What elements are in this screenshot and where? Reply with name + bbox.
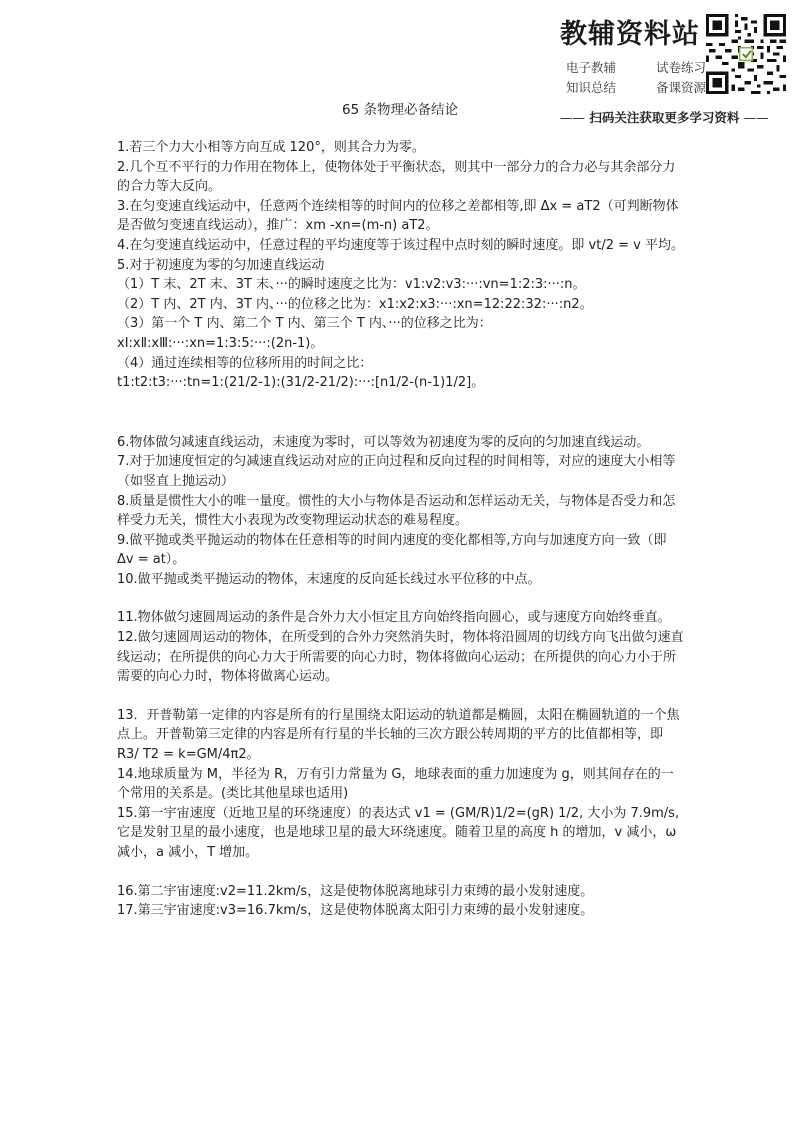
section-gap bbox=[117, 687, 685, 706]
paragraph-15: 15.第一宇宙速度（近地卫星的环绕速度）的表达式 v1 = (GM/R)1/2=(gR) 1/2, 大小为 7.9m/s, 它是发射卫星的最小速度，也是地球卫星的最大环绕速度。随着卫星的高度 h 的增加，v 减小，ω 减小，a 减小，T 增加。 bbox=[117, 805, 680, 860]
link-lesson-resources[interactable]: 备课资源 bbox=[655, 80, 706, 95]
paragraph-11: 11.物体做匀速圆周运动的条件是合外力大小恒定且方向始终指向圆心，或与速度方向始终垂直。 bbox=[117, 610, 671, 626]
document-title: 65 条物理必备结论 bbox=[342, 102, 458, 118]
link-e-books[interactable]: 电子教辅 bbox=[566, 60, 617, 75]
paragraph-5: 5.对于初速度为零的匀加速直线运动 bbox=[117, 257, 325, 273]
brand-links-row-2 bbox=[566, 78, 706, 98]
brand-title: 教辅资料站 bbox=[560, 19, 700, 50]
paragraph-17: 17.第三宇宙速度:v3=16.7km/s，这是使物体脱离太阳引力束缚的最小发射速度。 bbox=[117, 903, 594, 919]
section-gap bbox=[117, 393, 685, 433]
scan-prompt-dash-left: —— bbox=[560, 110, 585, 125]
paragraph-16: 16.第二宇宙速度:v2=11.2km/s，这是使物体脱离地球引力束缚的最小发射速度。 bbox=[117, 883, 594, 899]
paragraph-13: 13．开普勒第一定律的内容是所有的行星围绕太阳运动的轨道都是椭圆，太阳在椭圆轨道的一个焦点上。开普勒第三定律的内容是所有行星的半长轴的三次方跟公转周期的平方的比值都相等，即 R3/ T2 = k=GM/4π2。 bbox=[117, 707, 680, 763]
brand-links-row-1 bbox=[566, 58, 706, 78]
link-exam-practice[interactable]: 试卷练习 bbox=[655, 60, 706, 75]
paragraph-8: 8.质量是惯性大小的唯一量度。惯性的大小与物体是否运动和怎样运动无关，与物体是否受力和怎样受力无关，惯性大小表现为改变物理运动状态的难易程度。 bbox=[117, 493, 676, 529]
document-body bbox=[117, 138, 685, 921]
paragraph-4: 4.在匀变速直线运动中，任意过程的平均速度等于该过程中点时刻的瞬时速度。即 vt/2 = v 平均。 bbox=[117, 237, 684, 253]
paragraph-5-3: （3）第一个 T 内、第二个 T 内、第三个 T 内、···的位移之比为： bbox=[117, 316, 492, 332]
section-gap bbox=[117, 589, 685, 608]
paragraph-14: 14.地球质量为 M，半径为 R，万有引力常量为 G，地球表面的重力加速度为 g，则其间存在的一个常用的关系是。(类比其他星球也适用) bbox=[117, 766, 674, 802]
scan-prompt-dash-right: —— bbox=[743, 110, 769, 125]
scan-prompt-text: 扫码关注获取更多学习资料 bbox=[589, 110, 740, 125]
paragraph-1: 1.若三个力大小相等方向互成 120°，则其合力为零。 bbox=[117, 140, 425, 155]
paragraph-9: 9.做平抛或类平抛运动的物体在任意相等的时间内速度的变化都相等,方向与加速度方向一致（即 Δv = at）。 bbox=[117, 532, 667, 568]
qr-code-icon[interactable] bbox=[706, 14, 786, 94]
paragraph-6: 6.物体做匀减速直线运动，末速度为零时，可以等效为初速度为零的反向的匀加速直线运动。 bbox=[117, 434, 650, 450]
paragraph-5-4-formula: t1:t2:t3:···:tn=1:(21/2-1):(31/2-21/2):···:[n1/2-(n-1)1/2]。 bbox=[117, 375, 485, 391]
section-gap bbox=[117, 863, 685, 882]
link-knowledge-summary[interactable]: 知识总结 bbox=[566, 80, 617, 95]
paragraph-12: 12.做匀速圆周运动的物体，在所受到的合外力突然消失时，物体将沿圆周的切线方向飞出做匀速直线运动；在所提供的向心力大于所需要的向心力时，物体将做向心运动；在所提供的向心力小于所需要的向心力时，物体将做离心运动。 bbox=[117, 630, 684, 685]
paragraph-5-3-formula: xⅠ:xⅡ:xⅢ:···:xn=1:3:5:···:(2n-1)。 bbox=[117, 335, 324, 351]
paragraph-3: 3.在匀变速直线运动中，任意两个连续相等的时间内的位移之差都相等,即 Δx = aT2（可判断物体是否做匀变速直线运动），推广：xm -xn=(m-n) aT2。 bbox=[117, 198, 679, 234]
paragraph-7: 7.对于加速度恒定的匀减速直线运动对应的正向过程和反向过程的时间相等，对应的速度大小相等（如竖直上抛运动） bbox=[117, 454, 676, 489]
paragraph-2: 2.几个互不平行的力作用在物体上，使物体处于平衡状态，则其中一部分力的合力必与其余部分力的合力等大反向。 bbox=[117, 159, 676, 195]
paragraph-5-1: （1）T 末、2T 末、3T 末、···的瞬时速度之比为：v1:v2:v3:···:vn=1:2:3:···:n。 bbox=[117, 277, 586, 293]
paragraph-10: 10.做平抛或类平抛运动的物体，末速度的反向延长线过水平位移的中点。 bbox=[117, 571, 541, 587]
brand-links bbox=[566, 58, 706, 98]
paragraph-5-2: （2）T 内、2T 内、3T 内、···的位移之比为：x1:x2:x3:···:xn=12:22:32:···:n2。 bbox=[117, 296, 593, 312]
paragraph-5-4: （4）通过连续相等的位移所用的时间之比： bbox=[117, 355, 373, 371]
